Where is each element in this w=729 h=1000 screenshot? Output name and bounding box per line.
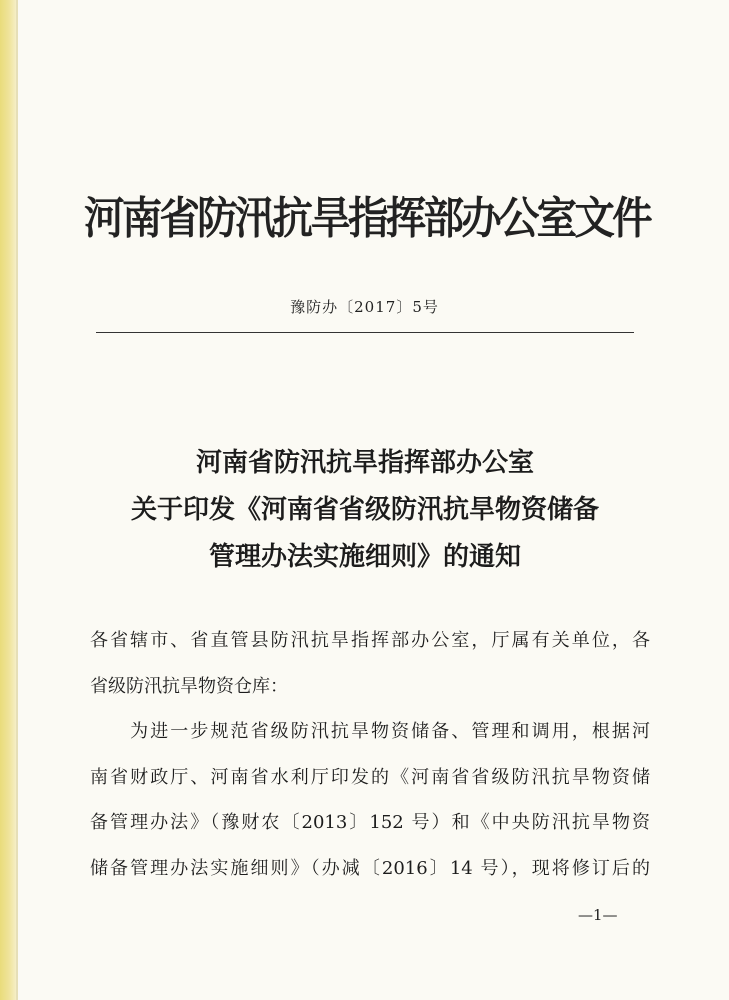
document-masthead: 河南省防汛抗旱指挥部办公室文件 — [84, 193, 650, 244]
binding-strip — [0, 0, 16, 1000]
page-number: —1— — [578, 906, 618, 924]
body-line: 各省辖市、省直管县防汛抗旱指挥部办公室，厅属有关单位，各 — [90, 630, 650, 651]
notice-title — [60, 440, 670, 581]
body-line: 备管理办法》（豫财农〔2013〕152 号）和《中央防汛抗旱物资 — [90, 812, 650, 833]
document-number: 豫防办〔2017〕5号 — [290, 298, 439, 316]
body-line: 南省财政厅、河南省水利厅印发的《河南省省级防汛抗旱物资储 — [90, 766, 650, 788]
body-line: 为进一步规范省级防汛抗旱物资储备、管理和调用，根据河 — [90, 721, 650, 742]
body-line: 储备管理办法实施细则》（办减〔2016〕14 号），现将修订后的 — [90, 857, 650, 879]
body-line: 省级防汛抗旱物资仓库： — [90, 675, 288, 697]
body-text — [90, 618, 650, 891]
title-line: 河南省防汛抗旱指挥部办公室 — [195, 448, 534, 478]
header-divider — [96, 332, 634, 333]
binding-edge — [16, 0, 18, 1000]
title-line: 管理办法实施细则》的通知 — [208, 542, 521, 572]
title-line: 关于印发《河南省省级防汛抗旱物资储备 — [130, 495, 599, 525]
